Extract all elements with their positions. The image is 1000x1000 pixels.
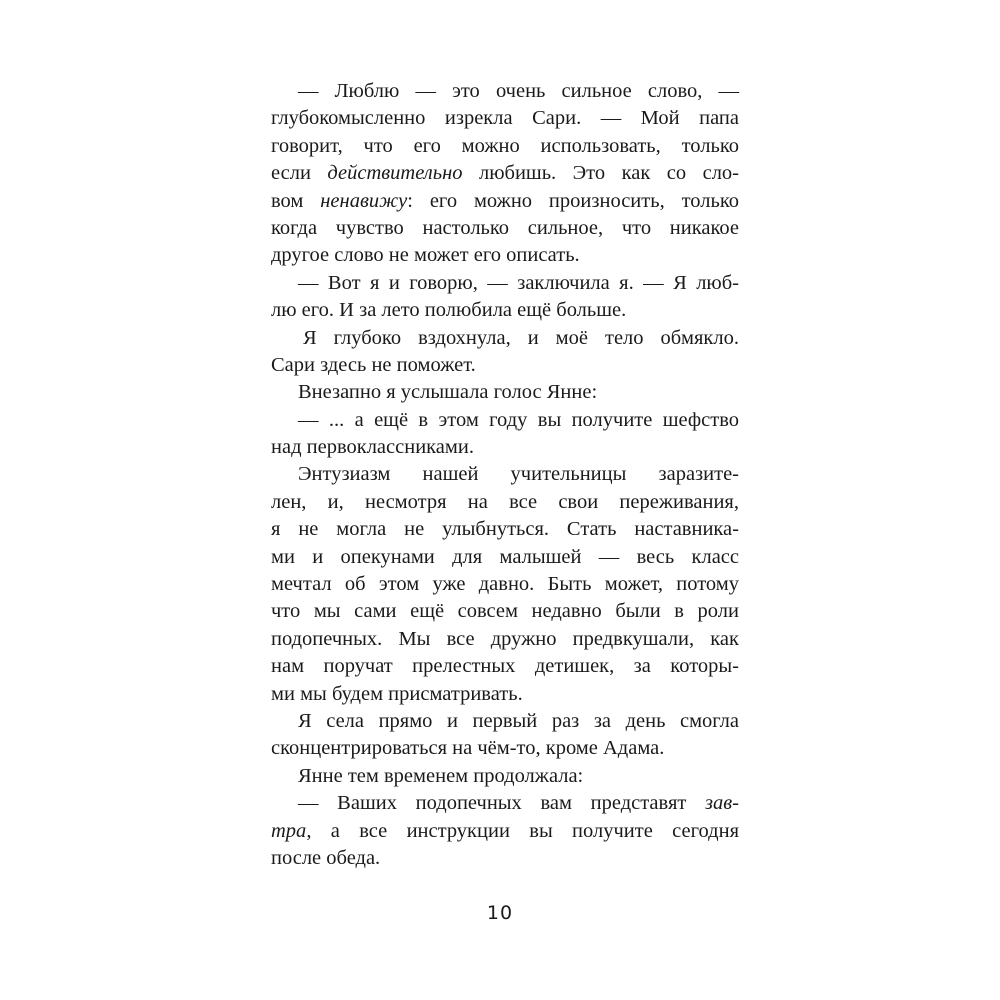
page-number: 10: [486, 902, 514, 924]
text-line: говорит, что его можно использовать, только: [271, 134, 739, 157]
text-line: лен, и, несмотря на все свои переживания,: [271, 490, 739, 513]
text-line: — Вот я и говорю, — заключила я. — Я люб-: [298, 271, 739, 294]
text-line: Я села прямо и первый раз за день смогла: [298, 709, 739, 732]
text-line: сконцентрироваться на чём-то, кроме Адама.: [271, 737, 665, 760]
text-line: лю его. И за лето полюбила ещё больше.: [271, 299, 627, 322]
text-line: после обеда.: [271, 846, 381, 869]
text-line: Я глубоко вздохнула, и моё тело обмякло.: [303, 326, 739, 349]
text-line: я не могла не улыбнуться. Стать наставника-: [271, 518, 739, 541]
text-line: подопечных. Мы все дружно предвкушали, как: [271, 627, 739, 650]
page-text: [271, 78, 739, 872]
text-line: Энтузиазм нашей учительницы заразите-: [298, 463, 739, 486]
text-line: нам поручат прелестных детишек, за которы-: [271, 655, 739, 678]
text-line: если действительно любишь. Это как со сло-: [271, 162, 739, 185]
text-line: Сари здесь не поможет.: [271, 353, 476, 376]
text-line: — ... а ещё в этом году вы получите шефство: [298, 408, 739, 431]
text-line: — Ваших подопечных вам представят зав-: [298, 792, 739, 815]
text-line: другое слово не может его описать.: [271, 244, 580, 267]
text-line: над первоклассниками.: [271, 436, 474, 459]
text-line: глубокомысленно изрекла Сари. — Мой папа: [271, 107, 739, 130]
text-line: что мы сами ещё совсем недавно были в роли: [271, 600, 739, 623]
text-line: вом ненавижу: его можно произносить, только: [271, 189, 739, 212]
text-line: ми и опекунами для малышей — весь класс: [271, 545, 739, 568]
text-line: когда чувство настолько сильное, что никакое: [271, 216, 739, 239]
text-line: ми мы будем присматривать.: [271, 682, 523, 705]
text-line: мечтал об этом уже давно. Быть может, потому: [271, 573, 739, 596]
text-line: — Люблю — это очень сильное слово, —: [298, 80, 739, 102]
text-line: Внезапно я услышала голос Янне:: [298, 381, 598, 404]
text-line: тра, а все инструкции вы получите сегодня: [271, 819, 739, 842]
text-line: Янне тем временем продолжала:: [298, 764, 584, 787]
